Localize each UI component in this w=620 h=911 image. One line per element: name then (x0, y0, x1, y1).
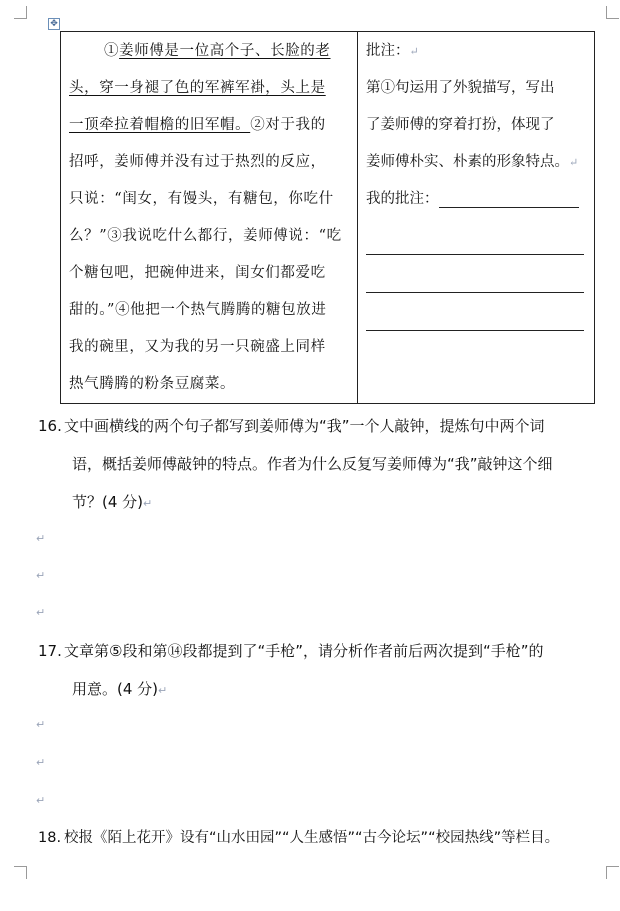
question-number: 18. (38, 830, 62, 846)
passage-fragment: ① (104, 43, 120, 59)
question-16 (38, 415, 545, 436)
passage-line (61, 292, 357, 329)
answer-blank-line[interactable] (366, 308, 584, 331)
passage-fragment: 招呼，姜师傅并没有过于热烈的反应， (69, 154, 326, 170)
passage-fragment: ②对于我的 (250, 117, 326, 133)
question-16-line-3: 节？(4 分)↵ (72, 493, 153, 511)
annotation-heading: 批注：↵ (366, 43, 419, 59)
passage-line (61, 181, 357, 218)
question-17 (38, 640, 544, 661)
passage-fragment: 个糖包吧，把碗伸进来，闺女们都爱吃 (69, 265, 326, 281)
annotation-line-1: 第①句运用了外貌描写，写出 (366, 80, 555, 96)
annotation-line-2: 了姜师傅的穿着打扮，体现了 (366, 117, 555, 133)
answer-blank-line[interactable] (366, 270, 584, 293)
passage-line (61, 70, 357, 107)
underlined-sentence: 一顶牵拉着帽檐的旧军帽。 (69, 117, 251, 133)
question-text: 文章第⑤段和第⑭段都提到了“手枪”，请分析作者前后两次提到“手枪”的 (64, 642, 544, 660)
my-annotation-label: 我的批注： (358, 181, 594, 218)
passage-text (61, 33, 357, 403)
passage-line (61, 33, 357, 70)
table-move-handle-icon[interactable]: ✥ (48, 18, 60, 30)
passage-fragment: 么？”③我说吃什么都行，姜师傅说：“吃 (69, 228, 342, 244)
reading-annotation-table (60, 31, 595, 404)
empty-paragraph-mark[interactable]: ↵ (36, 794, 46, 807)
passage-cell[interactable] (61, 32, 358, 404)
crop-mark-top-right (606, 6, 619, 19)
passage-line (61, 366, 357, 403)
crop-mark-bottom-right (606, 866, 619, 879)
passage-fragment: 只说：“闺女，有馒头，有糖包，你吃什 (69, 191, 334, 207)
underlined-sentence: 头，穿一身褪了色的军裤军褂，头上是 (69, 80, 326, 96)
passage-line (61, 329, 357, 366)
passage-fragment: 甜的。”④他把一个热气腾腾的糖包放进 (69, 302, 327, 318)
question-number: 16. (38, 417, 62, 435)
question-text: 文中画横线的两个句子都写到姜师傅为“我”一个人敲钟，提炼句中两个词 (64, 417, 545, 435)
empty-paragraph-mark[interactable]: ↵ (36, 532, 46, 545)
annotation-cell[interactable] (358, 32, 595, 404)
annotation-line-3: 姜师傅朴实、朴素的形象特点。↵ (366, 154, 579, 170)
empty-paragraph-mark[interactable]: ↵ (36, 606, 46, 619)
empty-paragraph-mark[interactable]: ↵ (36, 718, 46, 731)
my-annotation-blank[interactable] (439, 191, 579, 208)
empty-paragraph-mark[interactable]: ↵ (36, 756, 46, 769)
underlined-sentence: 姜师傅是一位高个子、长脸的老 (119, 43, 331, 59)
passage-line (61, 107, 357, 144)
question-18 (38, 826, 559, 847)
question-number: 17. (38, 642, 62, 660)
question-16-line-2: 语，概括姜师傅敲钟的特点。作者为什么反复写姜师傅为“我”敲钟这个细 (72, 455, 553, 473)
question-text: 校报《陌上花开》设有“山水田园”“人生感悟”“古今论坛”“校园热线”等栏目。 (64, 830, 560, 846)
question-17-line-2: 用意。(4 分)↵ (72, 680, 168, 698)
answer-blank-line[interactable] (366, 232, 584, 255)
passage-line (61, 255, 357, 292)
passage-fragment: 热气腾腾的粉条豆腐菜。 (69, 376, 236, 392)
passage-fragment: 我的碗里，又为我的另一只碗盛上同样 (69, 339, 326, 355)
empty-paragraph-mark[interactable]: ↵ (36, 569, 46, 582)
passage-line (61, 144, 357, 181)
crop-mark-bottom-left (14, 866, 27, 879)
crop-mark-top-left (14, 6, 27, 19)
passage-line (61, 218, 357, 255)
